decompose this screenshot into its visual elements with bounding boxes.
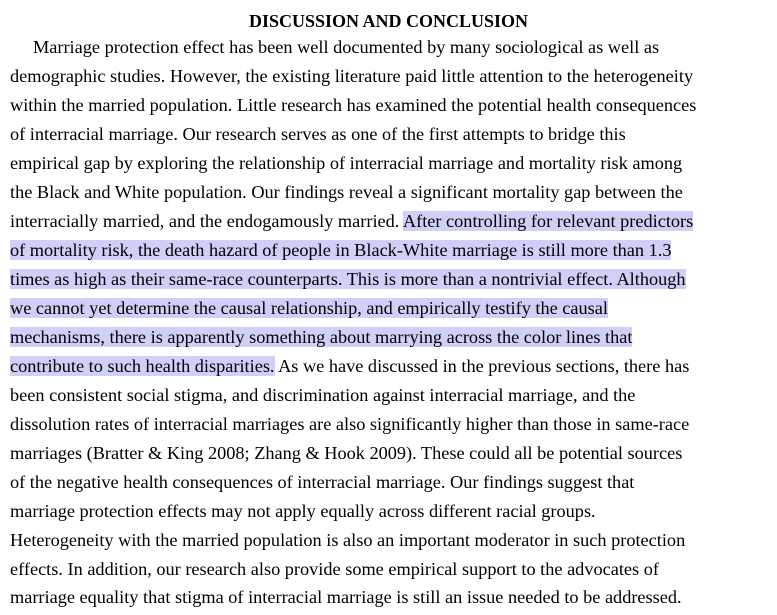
- plain-text: interracially married, and the endogamously married.: [10, 211, 403, 231]
- paragraph-line: [10, 294, 608, 323]
- plain-text: As we have discussed in the previous sections, there has: [274, 356, 690, 376]
- paragraph-line: been consistent social stigma, and discrimination against interracial marriage, and the: [10, 385, 636, 405]
- paragraph-line: marriages (Bratter & King 2008; Zhang & Hook 2009). These could all be potential sources: [10, 443, 683, 463]
- highlighted-text[interactable]: mechanisms, there is apparently something about marrying across the color lines that: [10, 327, 633, 347]
- paragraph-line: Marriage protection effect has been well documented by many sociological as well as: [33, 37, 660, 57]
- paragraph-line: dissolution rates of interracial marriages are also significantly higher than those in same-race: [10, 414, 690, 434]
- highlighted-text[interactable]: After controlling for relevant predictors: [402, 211, 694, 231]
- paragraph-line: Heterogeneity with the married population is also an important moderator in such protection: [10, 530, 686, 550]
- section-heading: DISCUSSION AND CONCLUSION: [248, 11, 529, 31]
- highlighted-text[interactable]: contribute to such health disparities.: [10, 356, 275, 376]
- paragraph-line: [10, 352, 689, 381]
- highlighted-text[interactable]: times as high as their same-race counterparts. This is more than a nontrivial effect. Although: [10, 269, 686, 289]
- paragraph-line: [10, 265, 686, 294]
- paragraph-line: the Black and White population. Our findings reveal a significant mortality gap between the: [10, 182, 683, 202]
- paragraph-line: empirical gap by exploring the relationship of interracial marriage and mortality risk among: [10, 153, 683, 173]
- paragraph-line: marriage equality that stigma of interracial marriage is still an issue needed to be addressed.: [10, 587, 682, 607]
- highlighted-text[interactable]: we cannot yet determine the causal relationship, and empirically testify the causal: [10, 298, 608, 318]
- paragraph-line: of the negative health consequences of interracial marriage. Our findings suggest that: [10, 472, 635, 492]
- highlighted-text[interactable]: of mortality risk, the death hazard of people in Black-White marriage is still more than 1.3: [10, 240, 672, 260]
- paragraph-line: [10, 236, 671, 265]
- paragraph-line: within the married population. Little research has examined the potential health consequences: [10, 95, 697, 115]
- paragraph-line: [10, 323, 632, 352]
- paragraph-line: of interracial marriage. Our research serves as one of the first attempts to bridge this: [10, 124, 626, 144]
- paragraph-line: effects. In addition, our research also provide some empirical support to the advocates of: [10, 559, 659, 579]
- paragraph-line: marriage protection effects may not apply equally across different racial groups.: [10, 501, 596, 521]
- paragraph-line: demographic studies. However, the existing literature paid little attention to the heterogeneity: [10, 66, 694, 86]
- paragraph-line: [10, 207, 693, 236]
